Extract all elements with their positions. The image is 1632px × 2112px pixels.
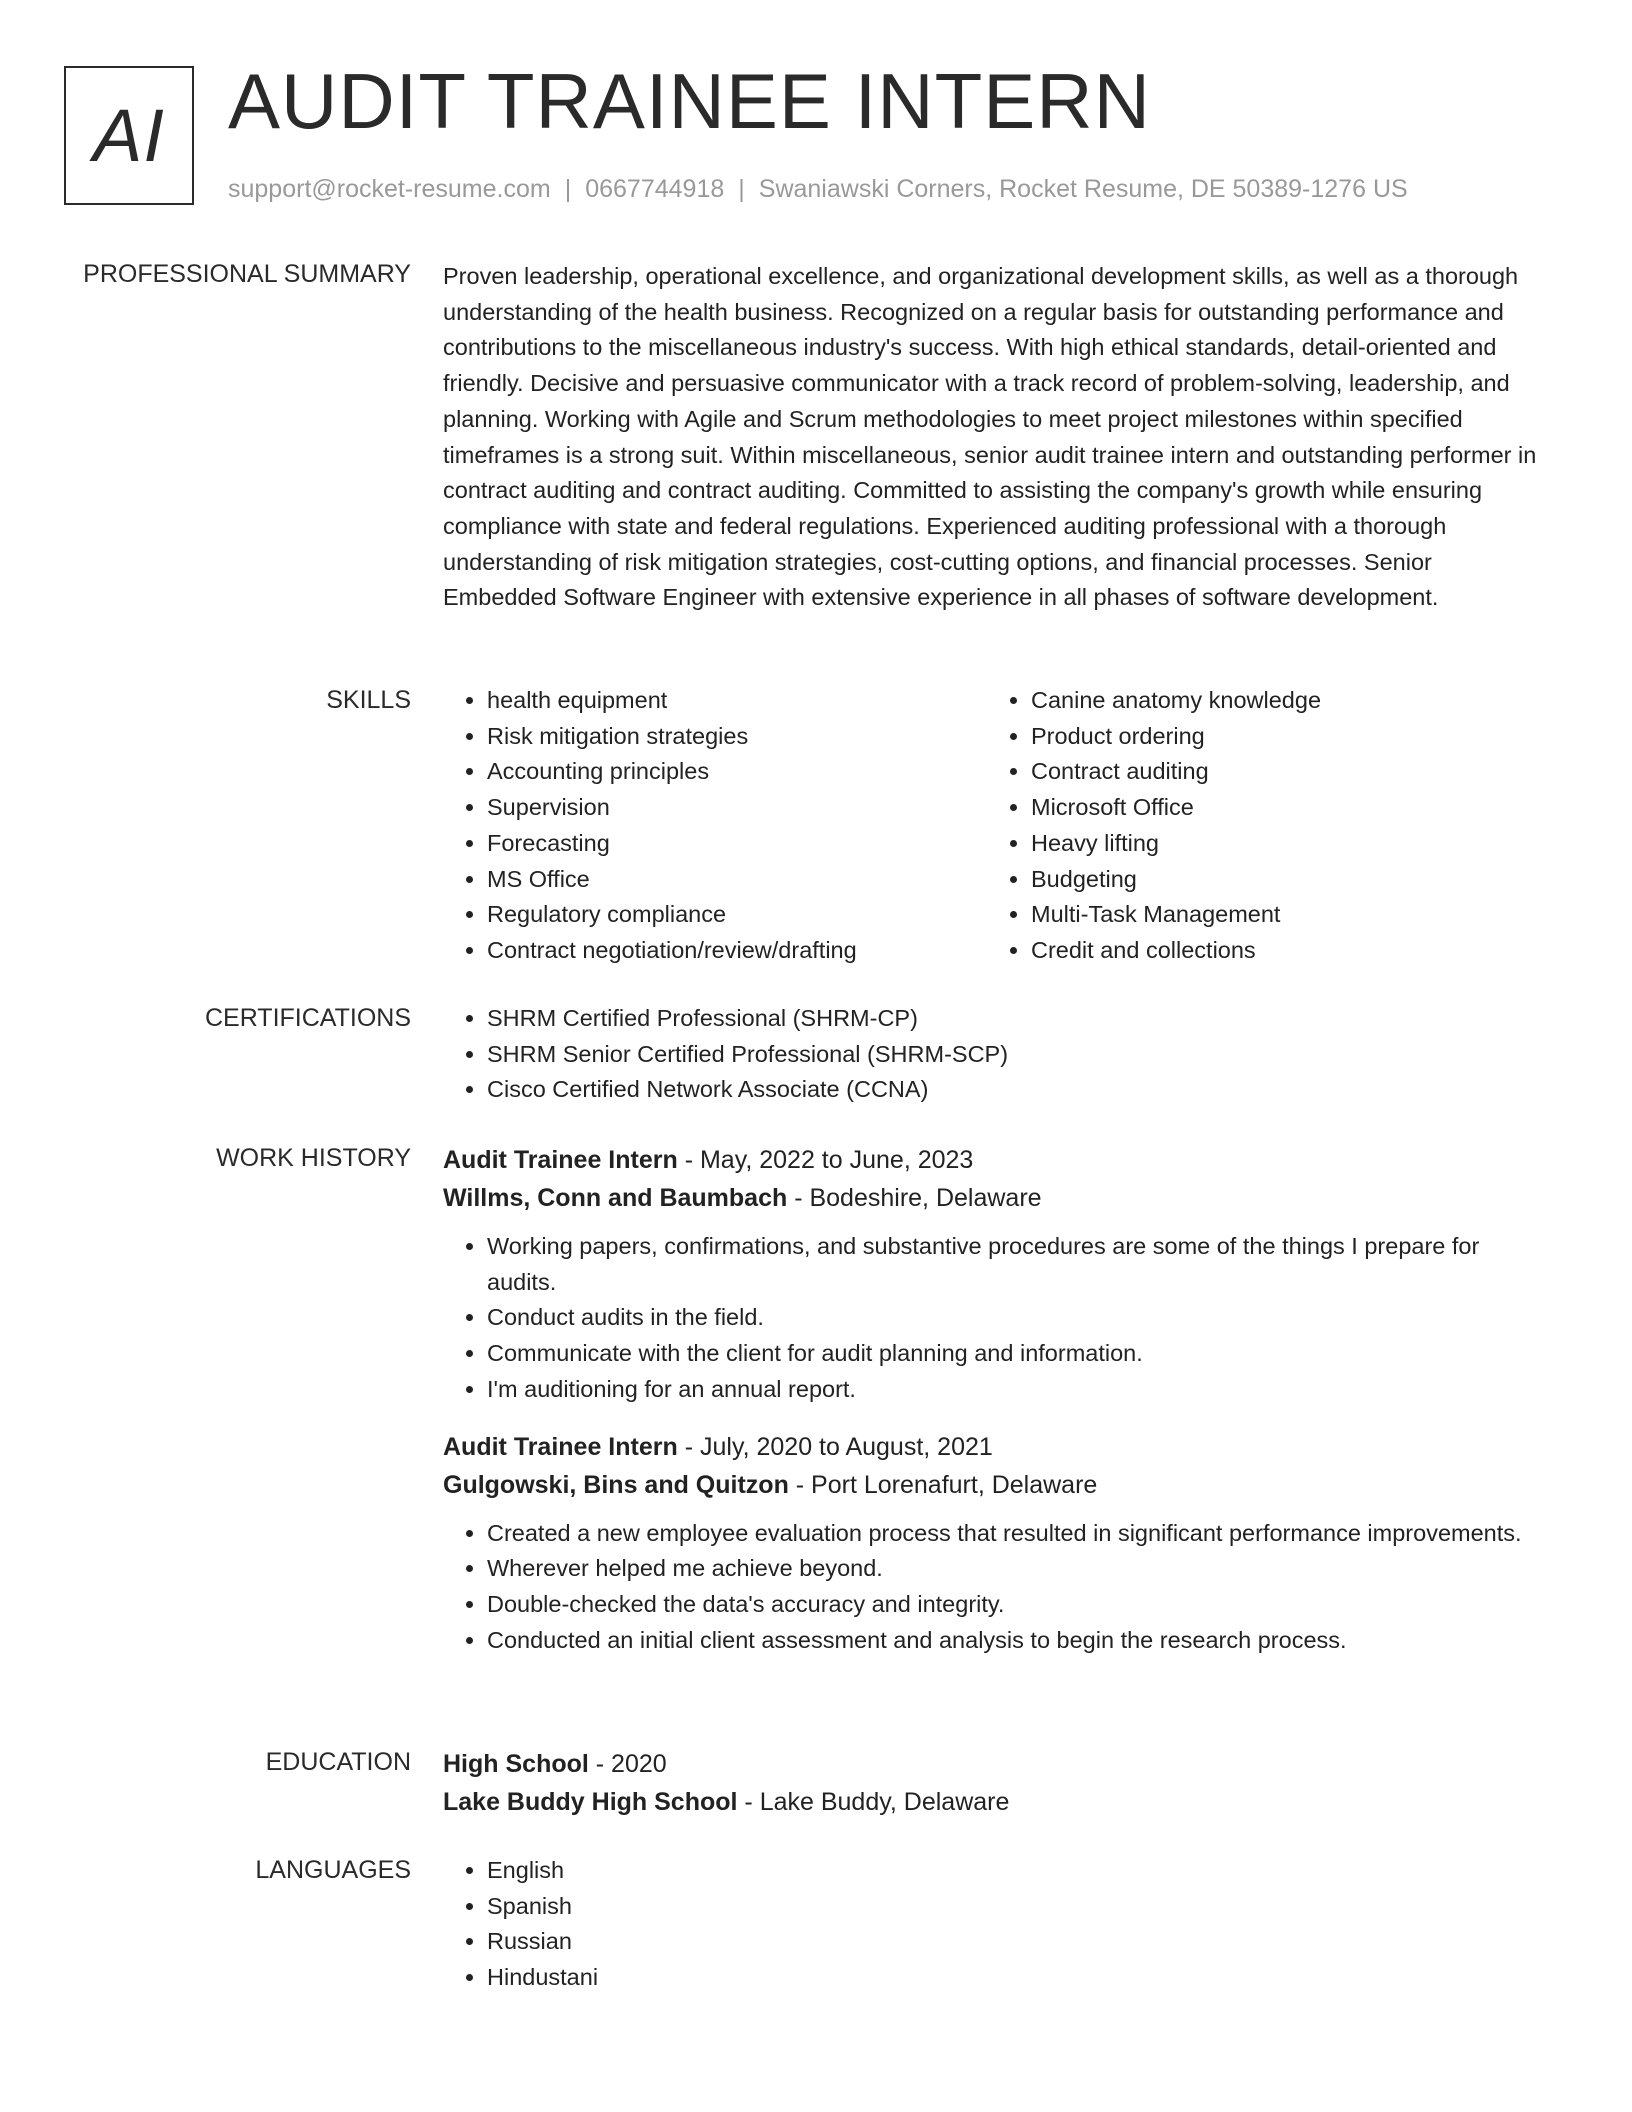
language-item: • Russian xyxy=(487,1924,1543,1960)
languages-list xyxy=(443,1853,1543,1996)
summary-heading: PROFESSIONAL SUMMARY xyxy=(83,260,411,288)
monogram-logo: AI xyxy=(64,66,194,205)
job-location: - Bodeshire, Delaware xyxy=(787,1184,1042,1212)
skill-item: • Contract auditing xyxy=(1031,754,1531,790)
job-bullet: • Working papers, confirmations, and substantive procedures are some of the things I prepare for audits. xyxy=(487,1229,1543,1300)
skill-item: • Contract negotiation/review/drafting xyxy=(487,933,987,969)
education-location: - Lake Buddy, Delaware xyxy=(737,1788,1010,1816)
languages-body xyxy=(443,1853,1543,1996)
job-title: Audit Trainee Intern xyxy=(443,1432,678,1461)
job-bullet: • Double-checked the data's accuracy and integrity. xyxy=(487,1587,1543,1623)
education-degree-line xyxy=(443,1745,1543,1783)
job-bullet: • I'm auditioning for an annual report. xyxy=(487,1372,1543,1408)
skill-item: • Heavy lifting xyxy=(1031,826,1531,862)
skill-item: • Credit and collections xyxy=(1031,933,1531,969)
language-item: • Spanish xyxy=(487,1889,1543,1925)
skill-item: • Microsoft Office xyxy=(1031,790,1531,826)
language-item: • Hindustani xyxy=(487,1960,1543,1996)
contact-separator: | xyxy=(738,175,745,203)
skill-item: • MS Office xyxy=(487,862,987,898)
job-company-line xyxy=(443,1179,1543,1217)
certification-item: • SHRM Certified Professional (SHRM-CP) xyxy=(487,1001,1543,1037)
certifications-list xyxy=(443,1001,1543,1108)
work-history-heading: WORK HISTORY xyxy=(216,1144,411,1172)
skills-list-left xyxy=(443,683,987,969)
job-dates: - July, 2020 to August, 2021 xyxy=(677,1432,993,1461)
education-body xyxy=(443,1745,1543,1821)
certification-item: • SHRM Senior Certified Professional (SHRM-SCP) xyxy=(487,1037,1543,1073)
summary-text: Proven leadership, operational excellence, and organizational development skills, as well as a thorough understanding of the health business. Recognized on a regular basis for outstanding performance and contributions to the miscellaneous industry's success. With high ethical standards, detail-oriented and friendly. Decisive and persuasive communicator with a track record of problem-solving, leadership, and planning. Working with Agile and Scrum methodologies to meet project milestones within specified timeframes is a strong suit. Within miscellaneous, senior audit trainee intern and outstanding performer in contract auditing and contract auditing. Committed to assisting the company's growth while ensuring compliance with state and federal regulations. Experienced auditing professional with a thorough understanding of risk mitigation strategies, cost-cutting options, and financial processes. Senior Embedded Software Engineer with extensive experience in all phases of software development. xyxy=(443,263,1537,611)
job-company: Willms, Conn and Baumbach xyxy=(443,1184,788,1212)
job-entry xyxy=(443,1428,1543,1659)
certifications-body xyxy=(443,1001,1543,1108)
skill-item: • Regulatory compliance xyxy=(487,897,987,933)
certifications-heading: CERTIFICATIONS xyxy=(204,1004,411,1032)
contact-line xyxy=(228,172,1408,206)
skill-item: • Product ordering xyxy=(1031,719,1531,755)
job-title-line xyxy=(443,1428,1543,1466)
skills-heading: SKILLS xyxy=(326,686,411,714)
skills-columns xyxy=(443,683,1543,969)
contact-email: support@rocket-resume.com xyxy=(228,175,551,203)
languages-heading: LANGUAGES xyxy=(255,1856,411,1884)
skill-item: • Supervision xyxy=(487,790,987,826)
job-bullet: • Conduct audits in the field. xyxy=(487,1300,1543,1336)
job-title: Audit Trainee Intern xyxy=(443,1146,678,1174)
skills-list-right xyxy=(987,683,1531,969)
job-company: Gulgowski, Bins and Quitzon xyxy=(443,1470,789,1499)
job-location: - Port Lorenafurt, Delaware xyxy=(788,1470,1098,1499)
job-bullet: • Created a new employee evaluation process that resulted in significant performance improvements. xyxy=(487,1516,1543,1552)
skill-item: • Budgeting xyxy=(1031,862,1531,898)
skill-item: • Canine anatomy knowledge xyxy=(1031,683,1531,719)
certification-item: • Cisco Certified Network Associate (CCNA) xyxy=(487,1072,1543,1108)
job-bullets xyxy=(443,1229,1543,1408)
education-degree: High School xyxy=(443,1750,589,1778)
resume-title: AUDIT TRAINEE INTERN xyxy=(228,57,1151,145)
job-bullet: • Communicate with the client for audit planning and information. xyxy=(487,1336,1543,1372)
contact-separator: | xyxy=(564,175,572,203)
job-dates: - May, 2022 to June, 2023 xyxy=(677,1146,974,1174)
skill-item: • Forecasting xyxy=(487,826,987,862)
skill-item: • Risk mitigation strategies xyxy=(487,719,987,755)
education-heading: EDUCATION xyxy=(265,1748,411,1776)
skill-item: • Multi-Task Management xyxy=(1031,897,1531,933)
skill-item: • Accounting principles xyxy=(487,754,987,790)
contact-phone: 0667744918 xyxy=(585,175,725,203)
job-bullets xyxy=(443,1516,1543,1659)
contact-address: Swaniawski Corners, Rocket Resume, DE 50389-1276 US xyxy=(758,175,1408,203)
skill-item: • health equipment xyxy=(487,683,987,719)
job-entry xyxy=(443,1141,1543,1408)
job-bullet: • Wherever helped me achieve beyond. xyxy=(487,1551,1543,1587)
education-school: Lake Buddy High School xyxy=(443,1788,738,1816)
job-title-line xyxy=(443,1141,1543,1179)
language-item: • English xyxy=(487,1853,1543,1889)
job-bullet: • Conducted an initial client assessment and analysis to begin the research process. xyxy=(487,1623,1543,1659)
work-history-body xyxy=(443,1141,1543,1658)
education-school-line xyxy=(443,1783,1543,1821)
job-company-line xyxy=(443,1466,1543,1504)
education-year: - 2020 xyxy=(588,1750,667,1778)
